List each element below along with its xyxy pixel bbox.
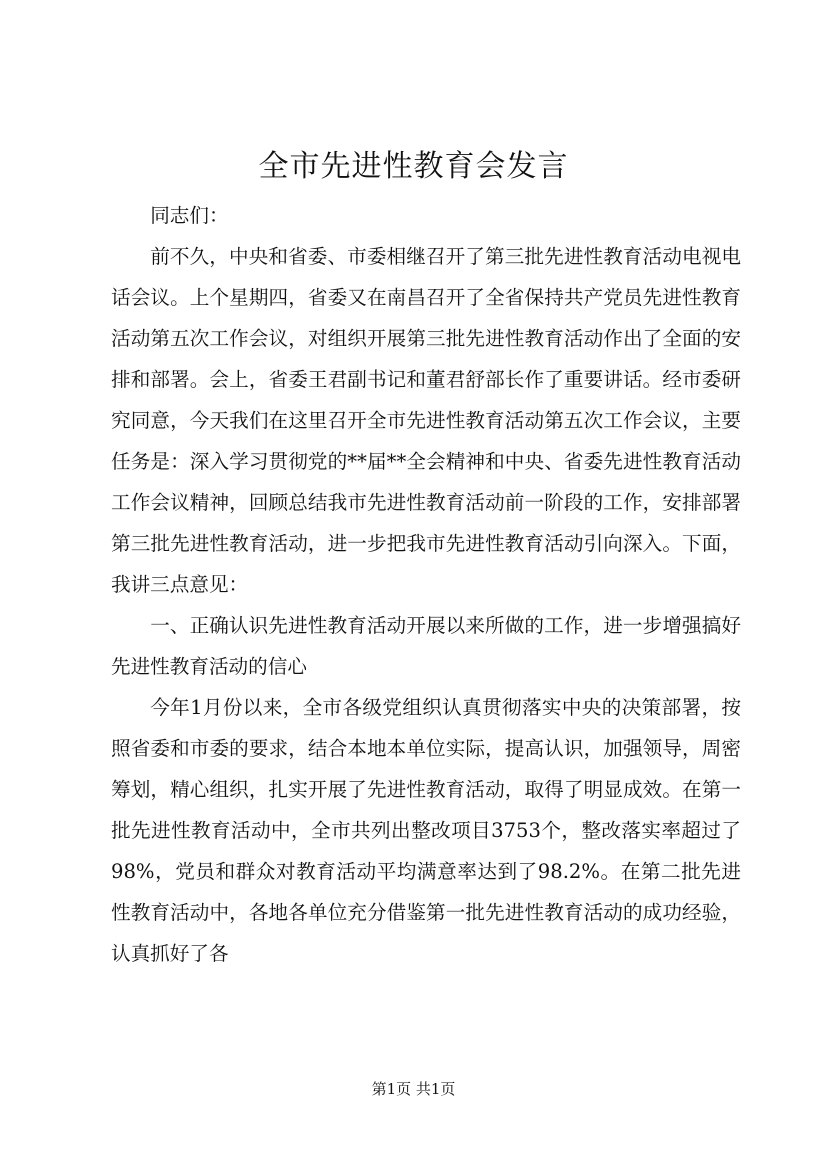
document-body [111, 195, 741, 974]
salutation-paragraph: 同志们： [150, 204, 229, 227]
section-heading-1: 一、正确认识先进性教育活动开展以来所做的工作，进一步增强搞好先进性教育活动的信心 [111, 614, 741, 678]
document-title: 全市先进性教育会发言 [258, 149, 569, 184]
intro-paragraph: 前不久，中央和省委、市委相继召开了第三批先进性教育活动电视电话会议。上个星期四，省委又在南昌召开了全省保持共产党员先进性教育活动第五次工作会议，对组织开展第三批先进性教育活动作出了全面的安排和部署。会上，省委王君副书记和董君舒部长作了重要讲话。经市委研究同意，今天我们在这里召开全市先进性教育活动第五次工作会议，主要任务是：深入学习贯彻党的**届**全会精神和中央、省委先进性教育活动工作会议精神，回顾总结我市先进性教育活动前一阶段的工作，安排部署第三批先进性教育活动，进一步把我市先进性教育活动引向深入。下面，我讲三点意见： [111, 245, 741, 596]
page-footer: 第1页 共1页 [371, 1080, 456, 1098]
body-paragraph: 今年1月份以来，全市各级党组织认真贯彻落实中央的决策部署，按照省委和市委的要求，结合本地本单位实际，提高认识，加强领导，周密筹划，精心组织，扎实开展了先进性教育活动，取得了明显成效。在第一批先进性教育活动中，全市共列出整改项目3753个，整改落实率超过了98%，党员和群众对教育活动平均满意率达到了98.2%。在第二批先进性教育活动中，各地各单位充分借鉴第一批先进性教育活动的成功经验，认真抓好了各 [111, 696, 741, 965]
